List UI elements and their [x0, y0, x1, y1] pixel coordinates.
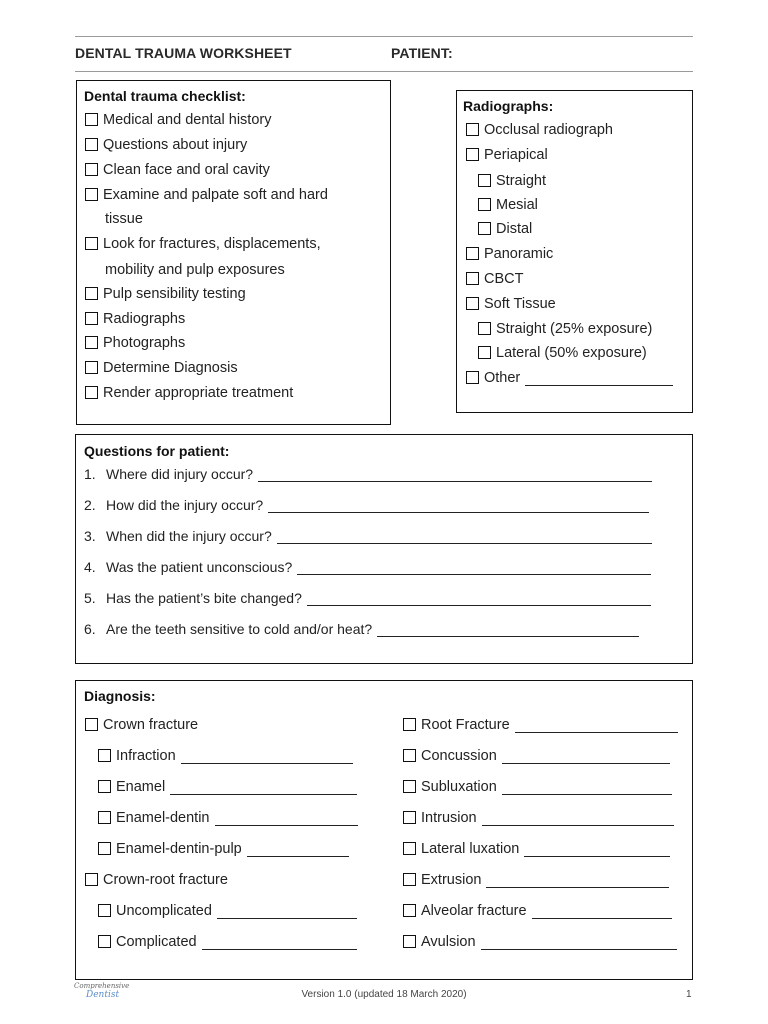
diagnosis-item[interactable]: Lateral luxation [403, 841, 670, 857]
page-number: 1 [686, 989, 692, 1000]
checkbox-icon[interactable] [85, 188, 98, 201]
answer-line[interactable] [297, 562, 651, 575]
checkbox-icon[interactable] [466, 272, 479, 285]
checkbox-icon[interactable] [466, 297, 479, 310]
header-top-rule [75, 36, 693, 37]
diagnosis-item[interactable]: Subluxation [403, 779, 672, 795]
question-row: 6. Are the teeth sensitive to cold and/or heat? [84, 621, 639, 637]
checkbox-icon[interactable] [98, 749, 111, 762]
checkbox-icon[interactable] [98, 935, 111, 948]
diagnosis-item[interactable]: Extrusion [403, 872, 669, 888]
write-line[interactable] [515, 720, 678, 733]
checkbox-icon[interactable] [98, 811, 111, 824]
answer-line[interactable] [258, 469, 652, 482]
diagnosis-item[interactable]: Crown fracture [85, 717, 198, 733]
write-line[interactable] [482, 813, 674, 826]
answer-line[interactable] [277, 531, 652, 544]
checkbox-icon[interactable] [403, 904, 416, 917]
checkbox-icon[interactable] [403, 873, 416, 886]
diagnosis-item[interactable]: Crown-root fracture [85, 872, 228, 888]
diagnosis-title: Diagnosis: [84, 688, 156, 704]
checkbox-icon[interactable] [403, 780, 416, 793]
radiograph-subitem[interactable]: Straight (25% exposure) [478, 321, 652, 337]
radiographs-title: Radiographs: [463, 98, 554, 114]
checkbox-icon[interactable] [466, 148, 479, 161]
radiograph-item[interactable]: Periapical [466, 147, 548, 163]
checklist-item[interactable]: Clean face and oral cavity [85, 162, 270, 178]
answer-line[interactable] [377, 624, 639, 637]
checklist-item[interactable]: Pulp sensibility testing [85, 286, 246, 302]
write-line[interactable] [502, 751, 670, 764]
checkbox-icon[interactable] [85, 113, 98, 126]
question-row: 4. Was the patient unconscious? [84, 559, 651, 575]
write-line[interactable] [181, 751, 353, 764]
version-text: Version 1.0 (updated 18 March 2020) [301, 989, 467, 1000]
question-row: 2. How did the injury occur? [84, 497, 649, 513]
checkbox-icon[interactable] [98, 780, 111, 793]
questions-title: Questions for patient: [84, 443, 230, 459]
write-line[interactable] [170, 782, 357, 795]
radiograph-item[interactable]: CBCT [466, 271, 523, 287]
checkbox-icon[interactable] [85, 386, 98, 399]
checklist-item[interactable]: Photographs [85, 335, 185, 351]
checkbox-icon[interactable] [85, 138, 98, 151]
answer-line[interactable] [307, 593, 651, 606]
diagnosis-subitem[interactable]: Enamel [98, 779, 357, 795]
write-line[interactable] [502, 782, 672, 795]
diagnosis-item[interactable]: Avulsion [403, 934, 677, 950]
checkbox-icon[interactable] [403, 842, 416, 855]
diagnosis-subitem[interactable]: Enamel-dentin-pulp [98, 841, 349, 857]
checkbox-icon[interactable] [478, 174, 491, 187]
worksheet-title: DENTAL TRAUMA WORKSHEET [75, 45, 292, 61]
checkbox-icon[interactable] [85, 718, 98, 731]
checklist-item-continuation: mobility and pulp exposures [105, 262, 285, 278]
radiograph-item[interactable]: Occlusal radiograph [466, 122, 613, 138]
other-write-line[interactable] [525, 373, 673, 386]
checklist-item-continuation: tissue [105, 211, 143, 227]
radiograph-subitem[interactable]: Distal [478, 221, 532, 237]
checkbox-icon[interactable] [403, 811, 416, 824]
logo: Comprehensive Dentist [74, 982, 130, 1000]
checkbox-icon[interactable] [85, 163, 98, 176]
write-line[interactable] [532, 906, 672, 919]
radiograph-subitem[interactable]: Lateral (50% exposure) [478, 345, 647, 361]
write-line[interactable] [247, 844, 349, 857]
diagnosis-item[interactable]: Concussion [403, 748, 670, 764]
checkbox-icon[interactable] [403, 749, 416, 762]
checkbox-icon[interactable] [85, 336, 98, 349]
diagnosis-item[interactable]: Root Fracture [403, 717, 678, 733]
checkbox-icon[interactable] [85, 237, 98, 250]
radiograph-item[interactable]: Panoramic [466, 246, 553, 262]
question-row: 1. Where did injury occur? [84, 466, 652, 482]
write-line[interactable] [486, 875, 669, 888]
checkbox-icon[interactable] [478, 322, 491, 335]
diagnosis-item[interactable]: Alveolar fracture [403, 903, 672, 919]
checkbox-icon[interactable] [85, 873, 98, 886]
checklist-item[interactable]: Render appropriate treatment [85, 385, 293, 401]
checkbox-icon[interactable] [98, 904, 111, 917]
header-bottom-rule [75, 71, 693, 72]
checklist-item[interactable]: Questions about injury [85, 137, 247, 153]
write-line[interactable] [481, 937, 677, 950]
checkbox-icon[interactable] [403, 935, 416, 948]
diagnosis-subitem[interactable]: Uncomplicated [98, 903, 357, 919]
checkbox-icon[interactable] [466, 371, 479, 384]
write-line[interactable] [215, 813, 358, 826]
radiograph-subitem[interactable]: Straight [478, 173, 546, 189]
diagnosis-subitem[interactable]: Complicated [98, 934, 357, 950]
patient-label: PATIENT: [391, 45, 453, 61]
checkbox-icon[interactable] [403, 718, 416, 731]
checkbox-icon[interactable] [478, 222, 491, 235]
checkbox-icon[interactable] [478, 198, 491, 211]
question-row: 3. When did the injury occur? [84, 528, 652, 544]
checkbox-icon[interactable] [85, 287, 98, 300]
radiograph-item[interactable]: Other [466, 370, 673, 386]
checkbox-icon[interactable] [98, 842, 111, 855]
write-line[interactable] [524, 844, 670, 857]
diagnosis-subitem[interactable]: Infraction [98, 748, 353, 764]
checklist-item[interactable]: Examine and palpate soft and hard [85, 187, 328, 203]
write-line[interactable] [217, 906, 357, 919]
radiograph-subitem[interactable]: Mesial [478, 197, 538, 213]
checklist-item[interactable]: Determine Diagnosis [85, 360, 238, 376]
radiograph-item[interactable]: Soft Tissue [466, 296, 556, 312]
checklist-title: Dental trauma checklist: [84, 88, 246, 104]
answer-line[interactable] [268, 500, 649, 513]
diagnosis-subitem[interactable]: Enamel-dentin [98, 810, 358, 826]
checkbox-icon[interactable] [466, 123, 479, 136]
diagnosis-item[interactable]: Intrusion [403, 810, 674, 826]
checklist-item[interactable]: Medical and dental history [85, 112, 271, 128]
checklist-item[interactable]: Radiographs [85, 311, 185, 327]
question-row: 5. Has the patient’s bite changed? [84, 590, 651, 606]
checkbox-icon[interactable] [466, 247, 479, 260]
checkbox-icon[interactable] [85, 312, 98, 325]
checklist-item[interactable]: Look for fractures, displacements, [85, 236, 321, 252]
checkbox-icon[interactable] [85, 361, 98, 374]
write-line[interactable] [202, 937, 357, 950]
checkbox-icon[interactable] [478, 346, 491, 359]
